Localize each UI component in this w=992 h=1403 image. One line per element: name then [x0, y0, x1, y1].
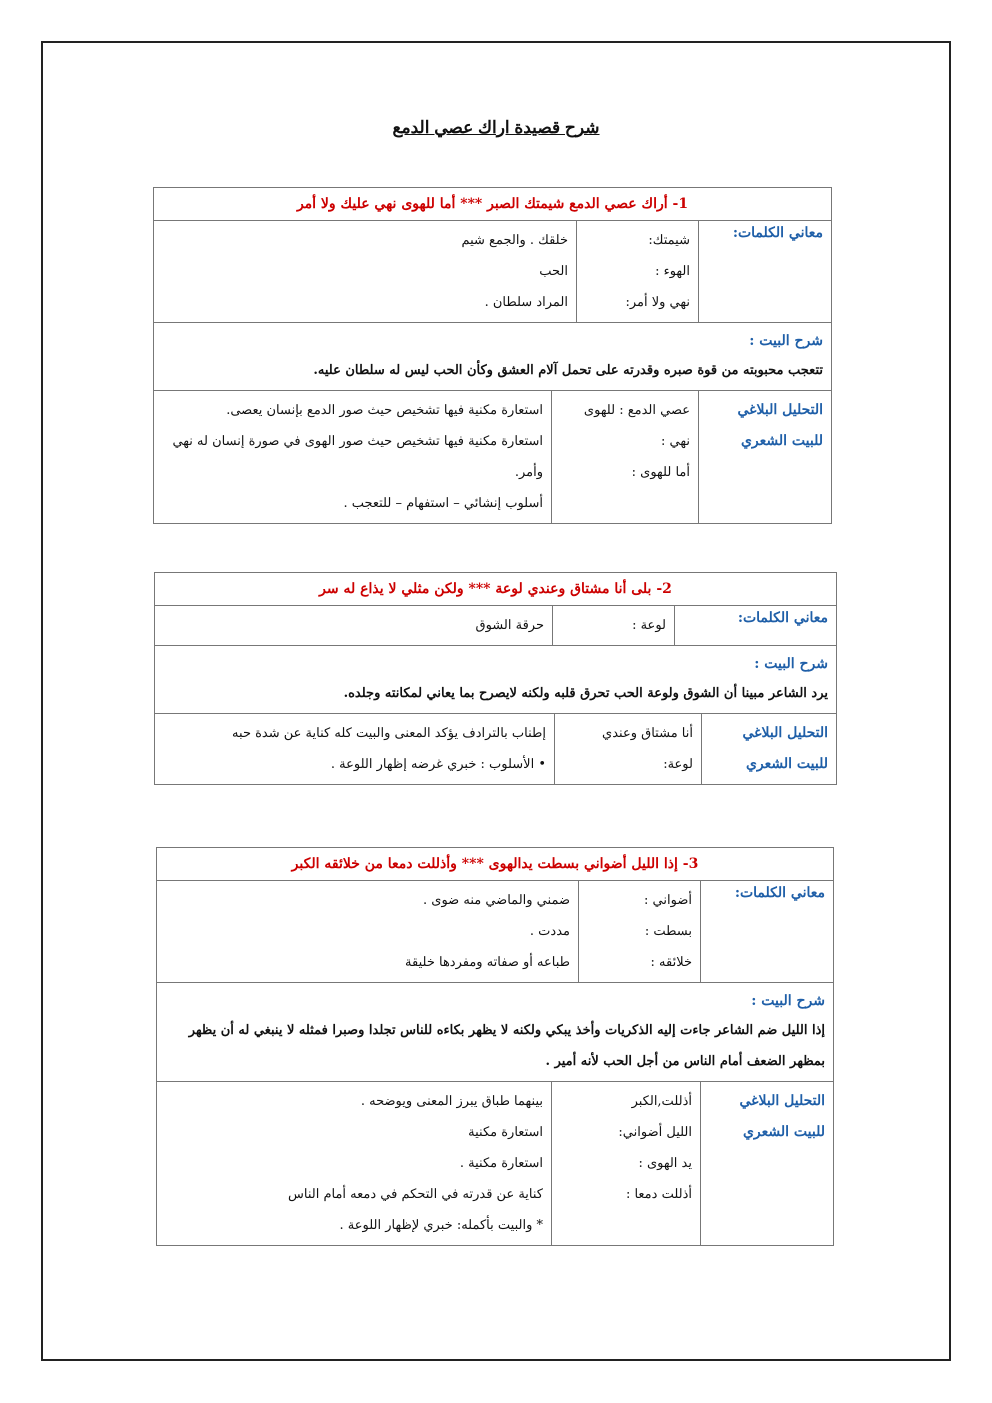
meaning: المراد سلطان .	[484, 295, 568, 310]
explanation-text: يرد الشاعر مبينا أن الشوق ولوعة الحب تحرق قلبه ولكنه لايصرح بما يعاني لمكانته وجلده.	[343, 686, 828, 701]
term: نهي ولا أمر:	[625, 295, 690, 310]
rhetoric-terms-column	[555, 714, 702, 784]
rhetoric-note: استعارة مكنية فيها تشخيص حيث صور الهوى في صورة إنسان له نهي	[172, 434, 543, 449]
rhetoric-label-line: للبيت الشعري	[745, 756, 828, 772]
meanings-label: معاني الكلمات:	[732, 225, 823, 241]
rhetoric-note: استعارة مكنية فيها تشخيص حيث صور الدمع بإنسان يعصى.	[226, 403, 543, 418]
rhetoric-terms-column	[552, 391, 699, 523]
explanation-label: شرح البيت :	[751, 993, 825, 1009]
rhetoric-term: الليل أضواني:	[618, 1125, 692, 1140]
rhetoric-note: وأمر.	[514, 465, 543, 480]
rhetoric-label-line: التحليل البلاغي	[742, 725, 828, 741]
rhetoric-note: كناية عن قدرته في التحكم في دمعه أمام الناس	[288, 1187, 543, 1202]
meaning: ضمني والماضي منه ضوى .	[423, 893, 570, 908]
explanation-row	[155, 645, 836, 713]
explanation-label: شرح البيت :	[749, 333, 823, 349]
rhetoric-label	[699, 391, 831, 523]
meanings-column	[154, 221, 577, 322]
term: أضواني :	[644, 893, 692, 908]
verse-text: 2- بلى أنا مشتاق وعندي لوعة *** ولكن مثلي لا يذاع له سر	[319, 581, 672, 597]
meanings-column	[157, 881, 579, 982]
verse-section-3	[156, 847, 834, 1246]
verse-section-1	[153, 187, 832, 524]
meanings-label: معاني الكلمات:	[737, 610, 828, 626]
terms-column	[577, 221, 699, 322]
rhetoric-notes-column	[155, 714, 555, 784]
rhetoric-label-line: التحليل البلاغي	[737, 402, 823, 418]
meaning: حرقة الشوق	[475, 618, 544, 633]
rhetoric-row	[154, 390, 831, 523]
word-meanings-row	[155, 605, 836, 645]
terms-column	[579, 881, 701, 982]
word-meanings-row	[157, 880, 833, 982]
meaning: خلقك . والجمع شيم	[461, 233, 568, 248]
term: خلائقه :	[650, 955, 692, 970]
rhetoric-term: أنا مشتاق وعندي	[602, 726, 693, 741]
rhetoric-note: استعارة مكنية	[468, 1125, 543, 1140]
meanings-column	[155, 606, 553, 645]
page-title: شرح قصيدة اراك عصي الدمع	[392, 118, 600, 137]
rhetoric-label-line: التحليل البلاغي	[739, 1093, 825, 1109]
rhetoric-term: أذللت,الكبر	[631, 1094, 692, 1109]
term: الهوء :	[655, 264, 690, 279]
word-meanings-row	[154, 220, 831, 322]
verse-text: 1- أراك عصي الدمع شيمتك الصبر *** أما للهوى نهي عليك ولا أمر	[296, 196, 689, 212]
rhetoric-term: يد الهوى :	[638, 1156, 692, 1171]
term: لوعة :	[632, 618, 666, 633]
explanation-row	[154, 322, 831, 390]
terms-column	[553, 606, 675, 645]
rhetoric-row	[155, 713, 836, 784]
rhetoric-notes-column	[154, 391, 552, 523]
meaning: الحب	[539, 264, 568, 279]
meaning: طباعه أو صفاته ومفردها خليقة	[405, 955, 570, 970]
rhetoric-term: أما للهوى :	[631, 465, 690, 480]
rhetoric-notes-column	[157, 1082, 552, 1245]
term: بسطت :	[644, 924, 692, 939]
rhetoric-note: استعارة مكنية .	[459, 1156, 543, 1171]
rhetoric-note: بينهما طباق يبرز المعنى ويوضحه .	[360, 1094, 543, 1109]
meanings-label: معاني الكلمات:	[734, 885, 825, 901]
rhetoric-note: أسلوب إنشائي – استفهام – للتعجب .	[343, 496, 543, 511]
rhetoric-note: • الأسلوب : خبري غرضه إظهار اللوعة .	[330, 757, 546, 772]
explanation-label: شرح البيت :	[754, 656, 828, 672]
meaning: مددت .	[529, 924, 570, 939]
term: شيمتك:	[648, 233, 690, 248]
explanation-row	[157, 982, 833, 1081]
rhetoric-term: لوعة:	[663, 757, 693, 772]
rhetoric-label-line: للبيت الشعري	[740, 433, 823, 449]
rhetoric-label	[701, 1082, 833, 1245]
verse-text: 3- إذا الليل أضواني بسطت يدالهوى *** وأذللت دمعا من خلائقه الكبر	[291, 856, 699, 872]
rhetoric-label-line: للبيت الشعري	[742, 1124, 825, 1140]
rhetoric-term: عصي الدمع : للهوى	[583, 403, 690, 418]
rhetoric-note: إطناب بالترادف يؤكد المعنى والبيت كله كناية عن شدة حبه	[232, 726, 546, 741]
rhetoric-terms-column	[552, 1082, 701, 1245]
verse-section-2	[154, 572, 837, 785]
rhetoric-label	[702, 714, 836, 784]
rhetoric-row	[157, 1081, 833, 1245]
rhetoric-note: * والبيت بأكمله: خبري لإظهار اللوعة .	[339, 1218, 543, 1233]
rhetoric-term: نهي :	[661, 434, 690, 449]
explanation-text: إذا الليل ضم الشاعر جاءت إليه الذكريات وأخذ يبكي ولكنه لا يظهر بكاءه للناس تجلدا وصبرا فمثله لا ينبغي له أن يظهر بمظهر الضعف أمام الناس من أجل الحب لأنه أمير .	[188, 1023, 825, 1069]
rhetoric-term: أذللت دمعا :	[625, 1187, 692, 1202]
explanation-text: تتعجب محبوبته من قوة صبره وقدرته على تحمل آلام العشق وكأن الحب ليس له سلطان عليه.	[313, 363, 823, 378]
